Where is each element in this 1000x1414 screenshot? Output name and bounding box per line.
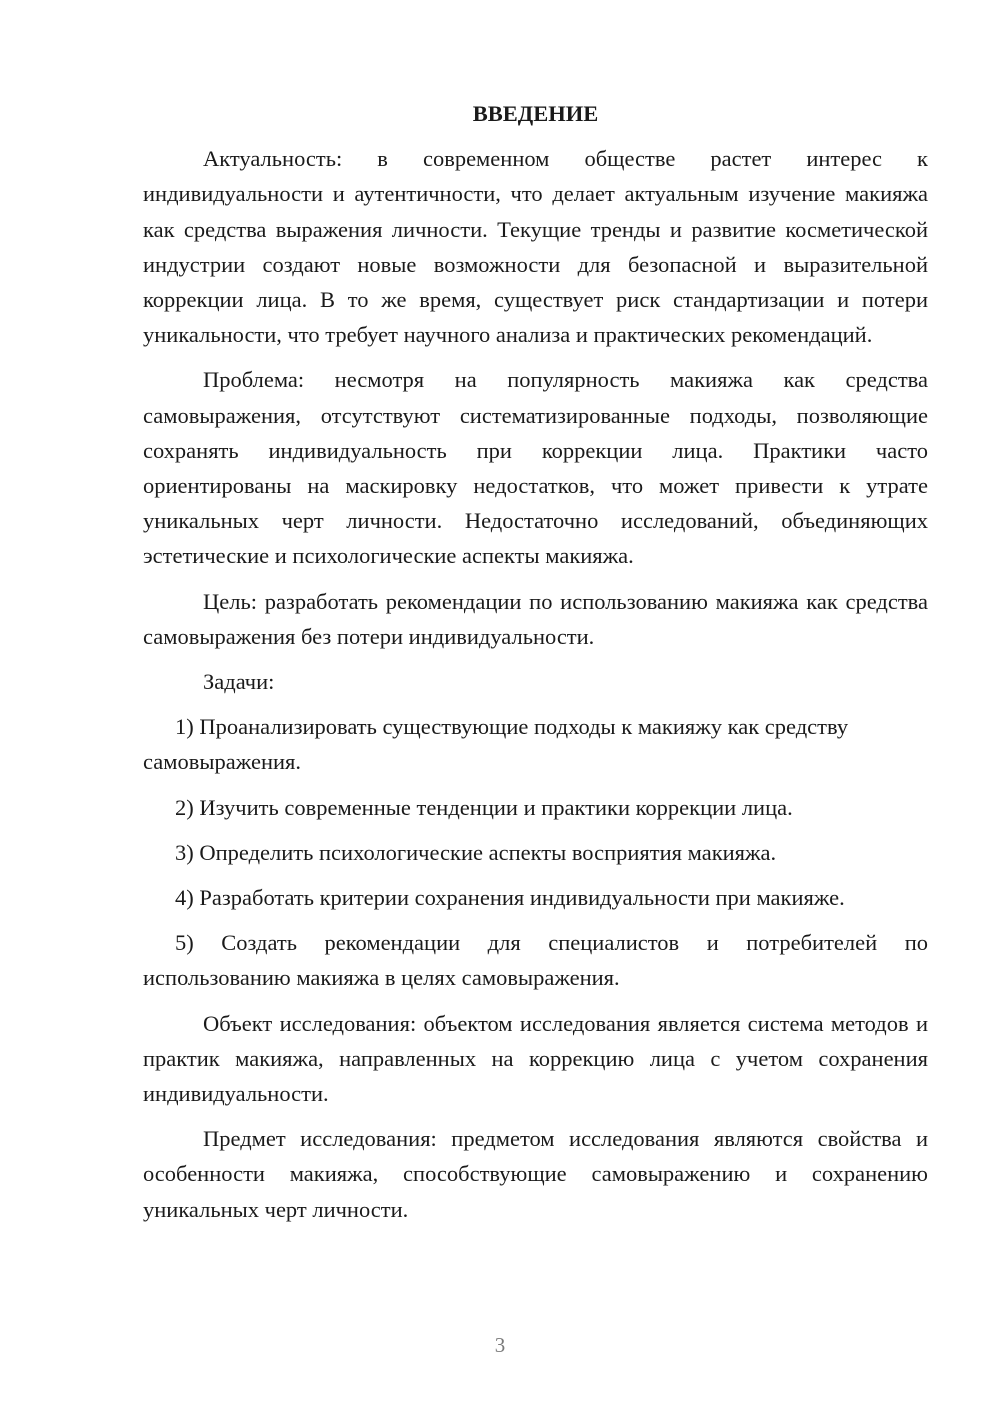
task-item-1: 1) Проанализировать существующие подходы к макияжу как средству самовыражения. bbox=[143, 714, 849, 775]
document-body bbox=[143, 96, 928, 1237]
tasks-heading: Задачи: bbox=[203, 669, 275, 695]
subject-paragraph: Предмет исследования: предметом исследования являются свойства и особенности макияжа, способствующие самовыражению и сохранению уникальных черт личности. bbox=[143, 1126, 928, 1222]
page-number: 3 bbox=[494, 1333, 506, 1357]
section-title: ВВЕДЕНИЕ bbox=[472, 101, 599, 126]
object-paragraph: Объект исследования: объектом исследования является система методов и практик макияжа, направленных на коррекцию лица с учетом сохранения индивидуальности. bbox=[143, 1010, 928, 1107]
task-item-2: 2) Изучить современные тенденции и практики коррекции лица. bbox=[175, 794, 793, 820]
task-item-3: 3) Определить психологические аспекты восприятия макияжа. bbox=[175, 839, 777, 865]
goal-paragraph: Цель: разработать рекомендации по использованию макияжа как средства самовыражения без потери индивидуальности. bbox=[143, 588, 928, 649]
problem-paragraph: Проблема: несмотря на популярность макияжа как средства самовыражения, отсутствуют систематизированные подходы, позволяющие сохранять индивидуальность при коррекции лица. Практики часто ориентированы на маскировку недостатков, что может привести к утрате уникальных черт личности. Недостаточно исследований, объединяющих эстетические и психологические аспекты макияжа. bbox=[143, 367, 928, 569]
relevance-paragraph: Актуальность: в современном обществе растет интерес к индивидуальности и аутентичности, что делает актуальным изучение макияжа как средства выражения личности. Текущие тренды и развитие косметической индустрии создают новые возможности для безопасной и выразительной коррекции лица. В то же время, существует риск стандартизации и потери уникальности, что требует научного анализа и практических рекомендаций. bbox=[143, 146, 928, 348]
task-item-5: 5) Создать рекомендации для специалистов и потребителей по использованию макияжа в целях самовыражения. bbox=[143, 930, 928, 991]
task-item-4: 4) Разработать критерии сохранения индивидуальности при макияже. bbox=[175, 885, 845, 911]
